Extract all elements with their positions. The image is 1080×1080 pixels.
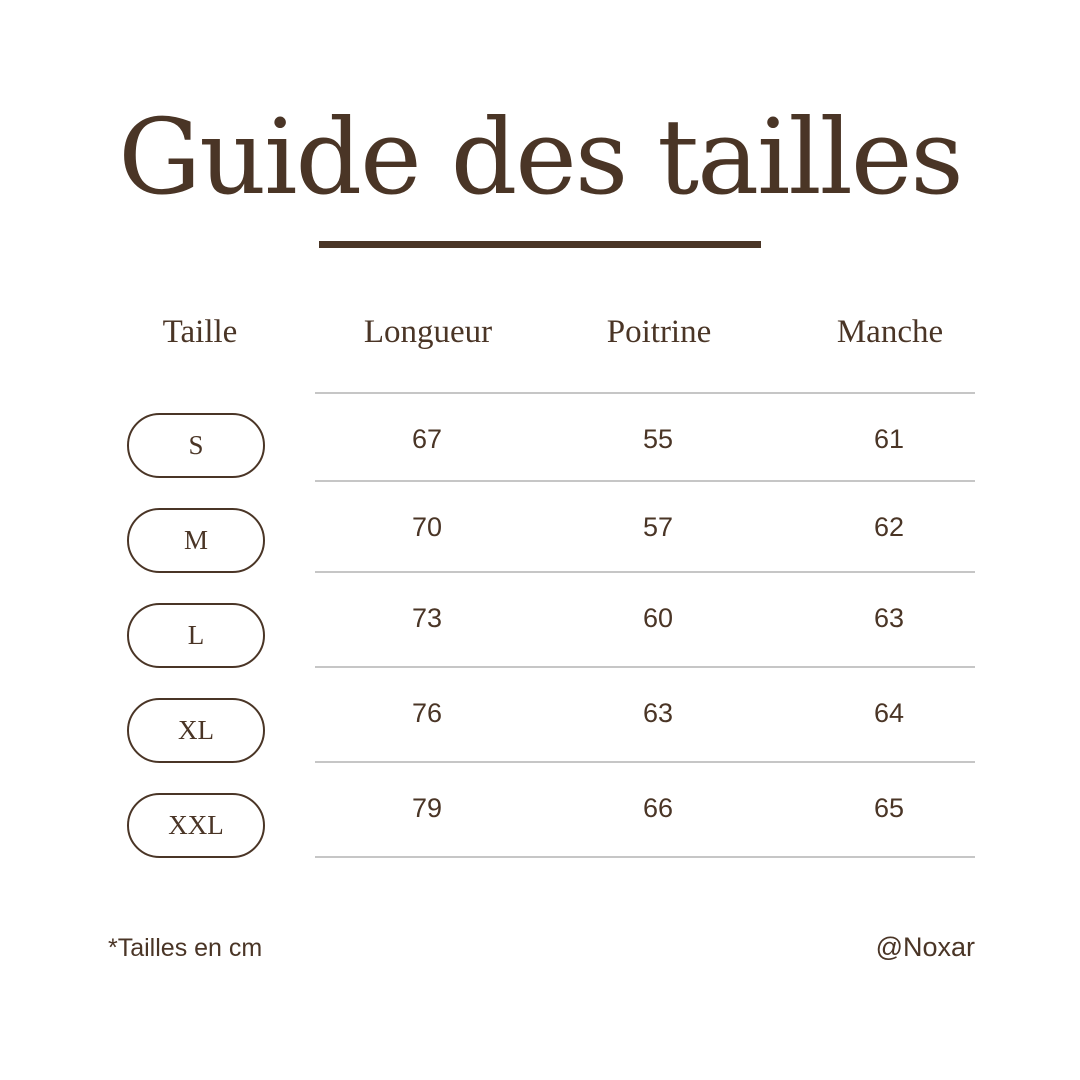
title-underline [319, 241, 761, 248]
cell-longueur: 70 [411, 512, 443, 542]
table-divider [315, 666, 975, 668]
table-divider [315, 856, 975, 858]
units-note: *Tailles en cm [108, 934, 263, 962]
page-title: Guide des tailles [118, 96, 962, 218]
cell-poitrine: 57 [642, 512, 674, 542]
cell-poitrine: 66 [642, 793, 674, 823]
cell-longueur: 73 [411, 603, 443, 633]
cell-longueur: 79 [411, 793, 443, 823]
table-divider [315, 392, 975, 394]
cell-manche: 61 [873, 424, 905, 454]
size-pill-l: L [127, 603, 265, 668]
brand-handle: @Noxar [875, 932, 975, 962]
cell-longueur: 76 [411, 698, 443, 728]
cell-manche: 64 [873, 698, 905, 728]
header-longueur: Longueur [363, 314, 493, 350]
table-divider [315, 761, 975, 763]
table-divider [315, 571, 975, 573]
size-pill-s: S [127, 413, 265, 478]
cell-manche: 62 [873, 512, 905, 542]
size-pill-xxl: XXL [127, 793, 265, 858]
cell-poitrine: 55 [642, 424, 674, 454]
cell-longueur: 67 [411, 424, 443, 454]
cell-poitrine: 63 [642, 698, 674, 728]
header-manche: Manche [836, 314, 944, 350]
header-taille: Taille [162, 314, 238, 350]
size-pill-xl: XL [127, 698, 265, 763]
cell-manche: 63 [873, 603, 905, 633]
cell-manche: 65 [873, 793, 905, 823]
size-pill-m: M [127, 508, 265, 573]
header-poitrine: Poitrine [606, 314, 712, 350]
cell-poitrine: 60 [642, 603, 674, 633]
table-divider [315, 480, 975, 482]
